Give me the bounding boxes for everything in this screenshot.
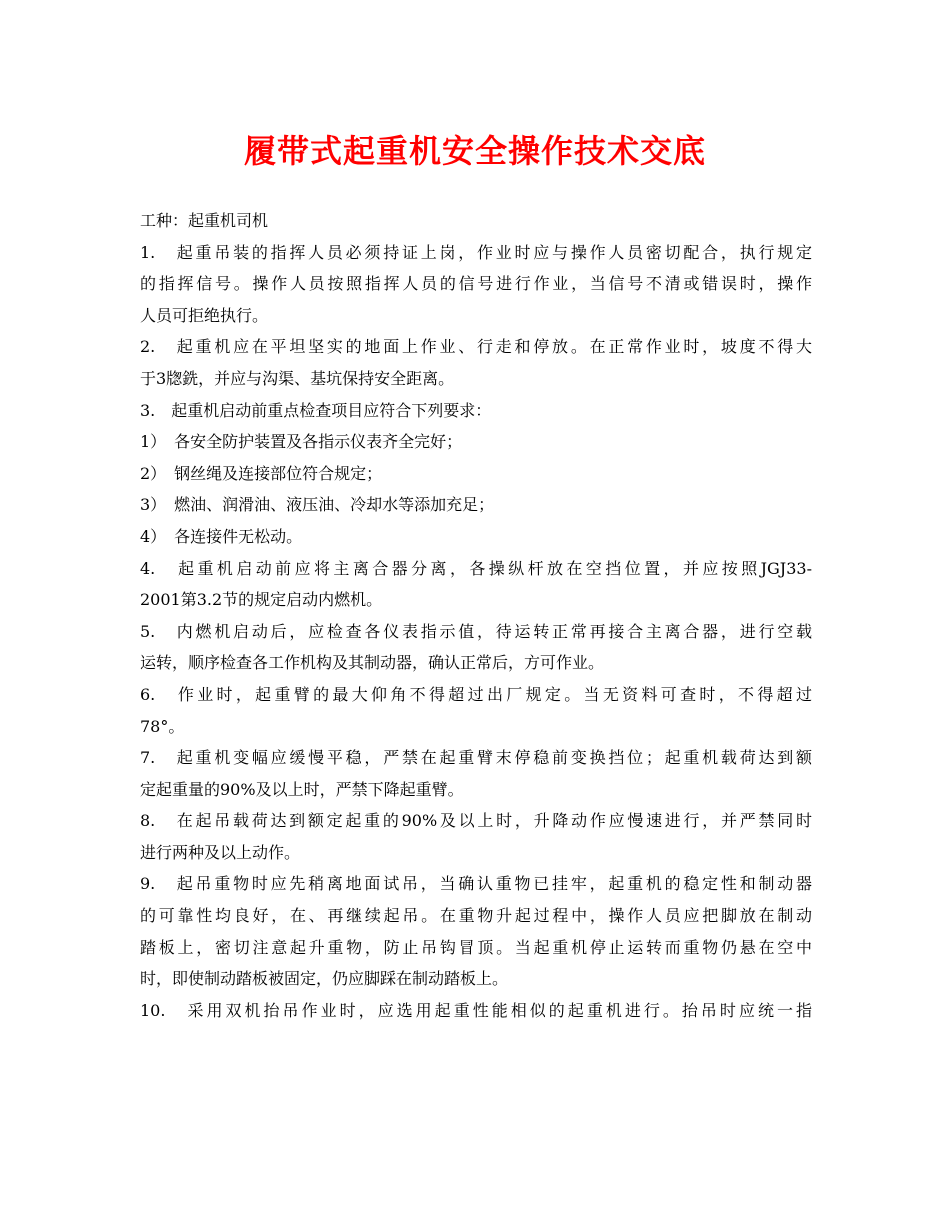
text-line: 人员可拒绝执行。 <box>140 305 269 325</box>
text-line: 1. 起重吊装的指挥人员必须持证上岗，作业时应与操作人员密切配合，执行规定 <box>140 242 812 262</box>
text-line: 3. 起重机启动前重点检查项目应符合下列要求： <box>140 400 492 420</box>
text-line: 2. 起重机应在平坦坚实的地面上作业、行走和停放。在正常作业时，坡度不得大 <box>140 337 812 357</box>
text-line: 1） 各安全防护装置及各指示仪表齐全完好； <box>140 432 463 452</box>
text-line: 工种：起重机司机 <box>140 211 269 230</box>
text-line: 5. 内燃机启动后，应检查各仪表指示值，待运转正常再接合主离合器，进行空载 <box>140 621 812 641</box>
text-line: 定起重量的90%及以上时，严禁下降起重臂。 <box>140 779 464 799</box>
text-line: 2001第3.2节的规定启动内燃机。 <box>140 590 383 610</box>
document-body <box>140 205 812 1026</box>
text-line: 2） 钢丝绳及连接部位符合规定； <box>140 463 383 483</box>
text-line: 9. 起吊重物时应先稍离地面试吊，当确认重物已挂牢，起重机的稳定性和制动器 <box>140 874 812 894</box>
text-line: 6. 作业时，起重臂的最大仰角不得超过出厂规定。当无资料可查时，不得超过 <box>140 684 812 704</box>
text-line: 踏板上，密切注意起升重物，防止吊钩冒顶。当起重机停止运转而重物仍悬在空中 <box>140 937 812 957</box>
text-line: 4） 各连接件无松动。 <box>140 526 303 546</box>
text-line: 8. 在起吊载荷达到额定起重的90%及以上时，升降动作应慢速进行，并严禁同时 <box>140 811 812 831</box>
text-line: 的指挥信号。操作人员按照指挥人员的信号进行作业，当信号不清或错误时，操作 <box>140 274 812 294</box>
text-line: 进行两种及以上动作。 <box>140 842 301 862</box>
text-line: 运转，顺序检查各工作机构及其制动器，确认正常后，方可作业。 <box>140 653 605 673</box>
document-title: 履带式起重机安全操作技术交底 <box>243 132 706 170</box>
text-line: 时，即使制动踏板被固定，仍应脚踩在制动踏板上。 <box>140 969 509 989</box>
text-line: 3） 燃油、润滑油、液压油、冷却水等添加充足； <box>140 495 495 515</box>
text-line: 7. 起重机变幅应缓慢平稳，严禁在起重臂末停稳前变换挡位；起重机载荷达到额 <box>140 748 812 768</box>
text-line: 的可靠性均良好，在、再继续起吊。在重物升起过程中，操作人员应把脚放在制动 <box>140 906 812 926</box>
text-line: 于3牎銑，并应与沟渠、基坑保持安全距离。 <box>140 368 455 388</box>
text-line: 4. 起重机启动前应将主离合器分离，各操纵杆放在空挡位置，并应按照JGJ33- <box>140 558 812 578</box>
text-line: 10. 采用双机抬吊作业时，应选用起重性能相似的起重机进行。抬吊时应统一指 <box>140 1000 812 1020</box>
text-line: 78°。 <box>140 716 185 736</box>
